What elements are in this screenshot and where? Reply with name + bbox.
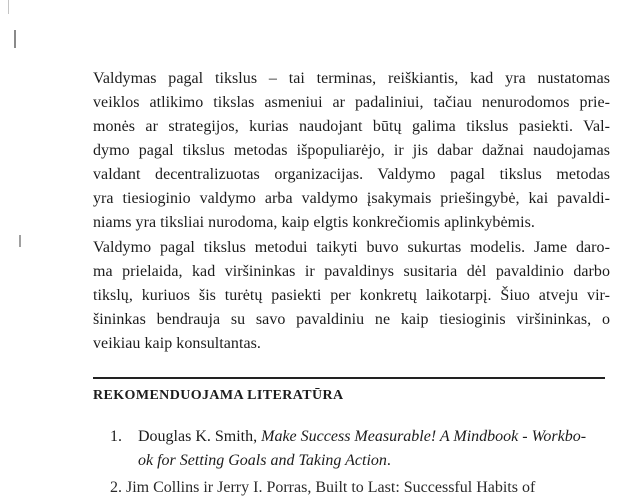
literature-heading: REKOMENDUOJAMA LITERATŪRA <box>93 388 344 403</box>
text-line: yra tiesioginio valdymo arba valdymo įsakymais priešingybė, kai pavaldi- <box>93 190 610 207</box>
book-title: ok for Setting Goals and Taking Action <box>138 452 387 469</box>
section-divider <box>93 377 605 379</box>
text-line: veikiau kaip konsultantas. <box>93 335 261 352</box>
text-line: niams yra tiksliai nurodoma, kaip elgtis konkrečiomis aplinkybėmis. <box>93 214 535 231</box>
list-item-end: . <box>386 452 391 469</box>
text-line: tikslų, kuriuos šis turėtų pasiekti per konkretų laikotarpį. Šiuo atveju vir- <box>93 287 610 304</box>
paragraph-2 <box>93 236 610 356</box>
scan-artifact <box>14 30 16 48</box>
book-author: Douglas K. Smith, <box>138 428 262 445</box>
literature-list <box>110 425 610 473</box>
text-line: dymo pagal tikslus metodas išpopuliarėjo, ir jis dabar dažnai naudojamas <box>93 142 610 159</box>
text-line: ma prielaida, kad viršininkas ir pavaldinys susitaria dėl pavaldinio darbo <box>93 263 610 280</box>
list-item-text <box>138 425 610 473</box>
text-line: monės ar strategijos, kurias naudojant būtų galima tikslus pasiekti. Val- <box>93 118 610 135</box>
list-item <box>110 425 610 473</box>
book-title: Make Success Measurable! A Mindbook - Workbo- <box>261 428 587 445</box>
scan-artifact <box>19 235 21 247</box>
text-line: veiklos atlikimo tikslas asmeniui ar padaliniui, tačiau nenurodomos prie- <box>93 94 610 111</box>
text-line: Valdymo pagal tikslus metodui taikyti buvo sukurtas modelis. Jame daro- <box>93 239 610 256</box>
paragraph-1 <box>93 67 610 235</box>
scan-artifact <box>8 0 9 14</box>
list-item-number: 1. <box>110 428 122 445</box>
text-line: Valdymas pagal tikslus – tai terminas, reiškiantis, kad yra nustatomas <box>93 70 610 87</box>
text-line: valdant decentralizuotas organizacijas. Valdymo pagal tikslus metodas <box>93 166 610 183</box>
text-line: šininkas bendrauja su savo pavaldiniu ne kaip tiesioginis viršininkas, o <box>93 311 610 328</box>
list-item-cutoff: 2. Jim Collins ir Jerry I. Porras, Built to Last: Successful Habits of <box>110 479 536 496</box>
